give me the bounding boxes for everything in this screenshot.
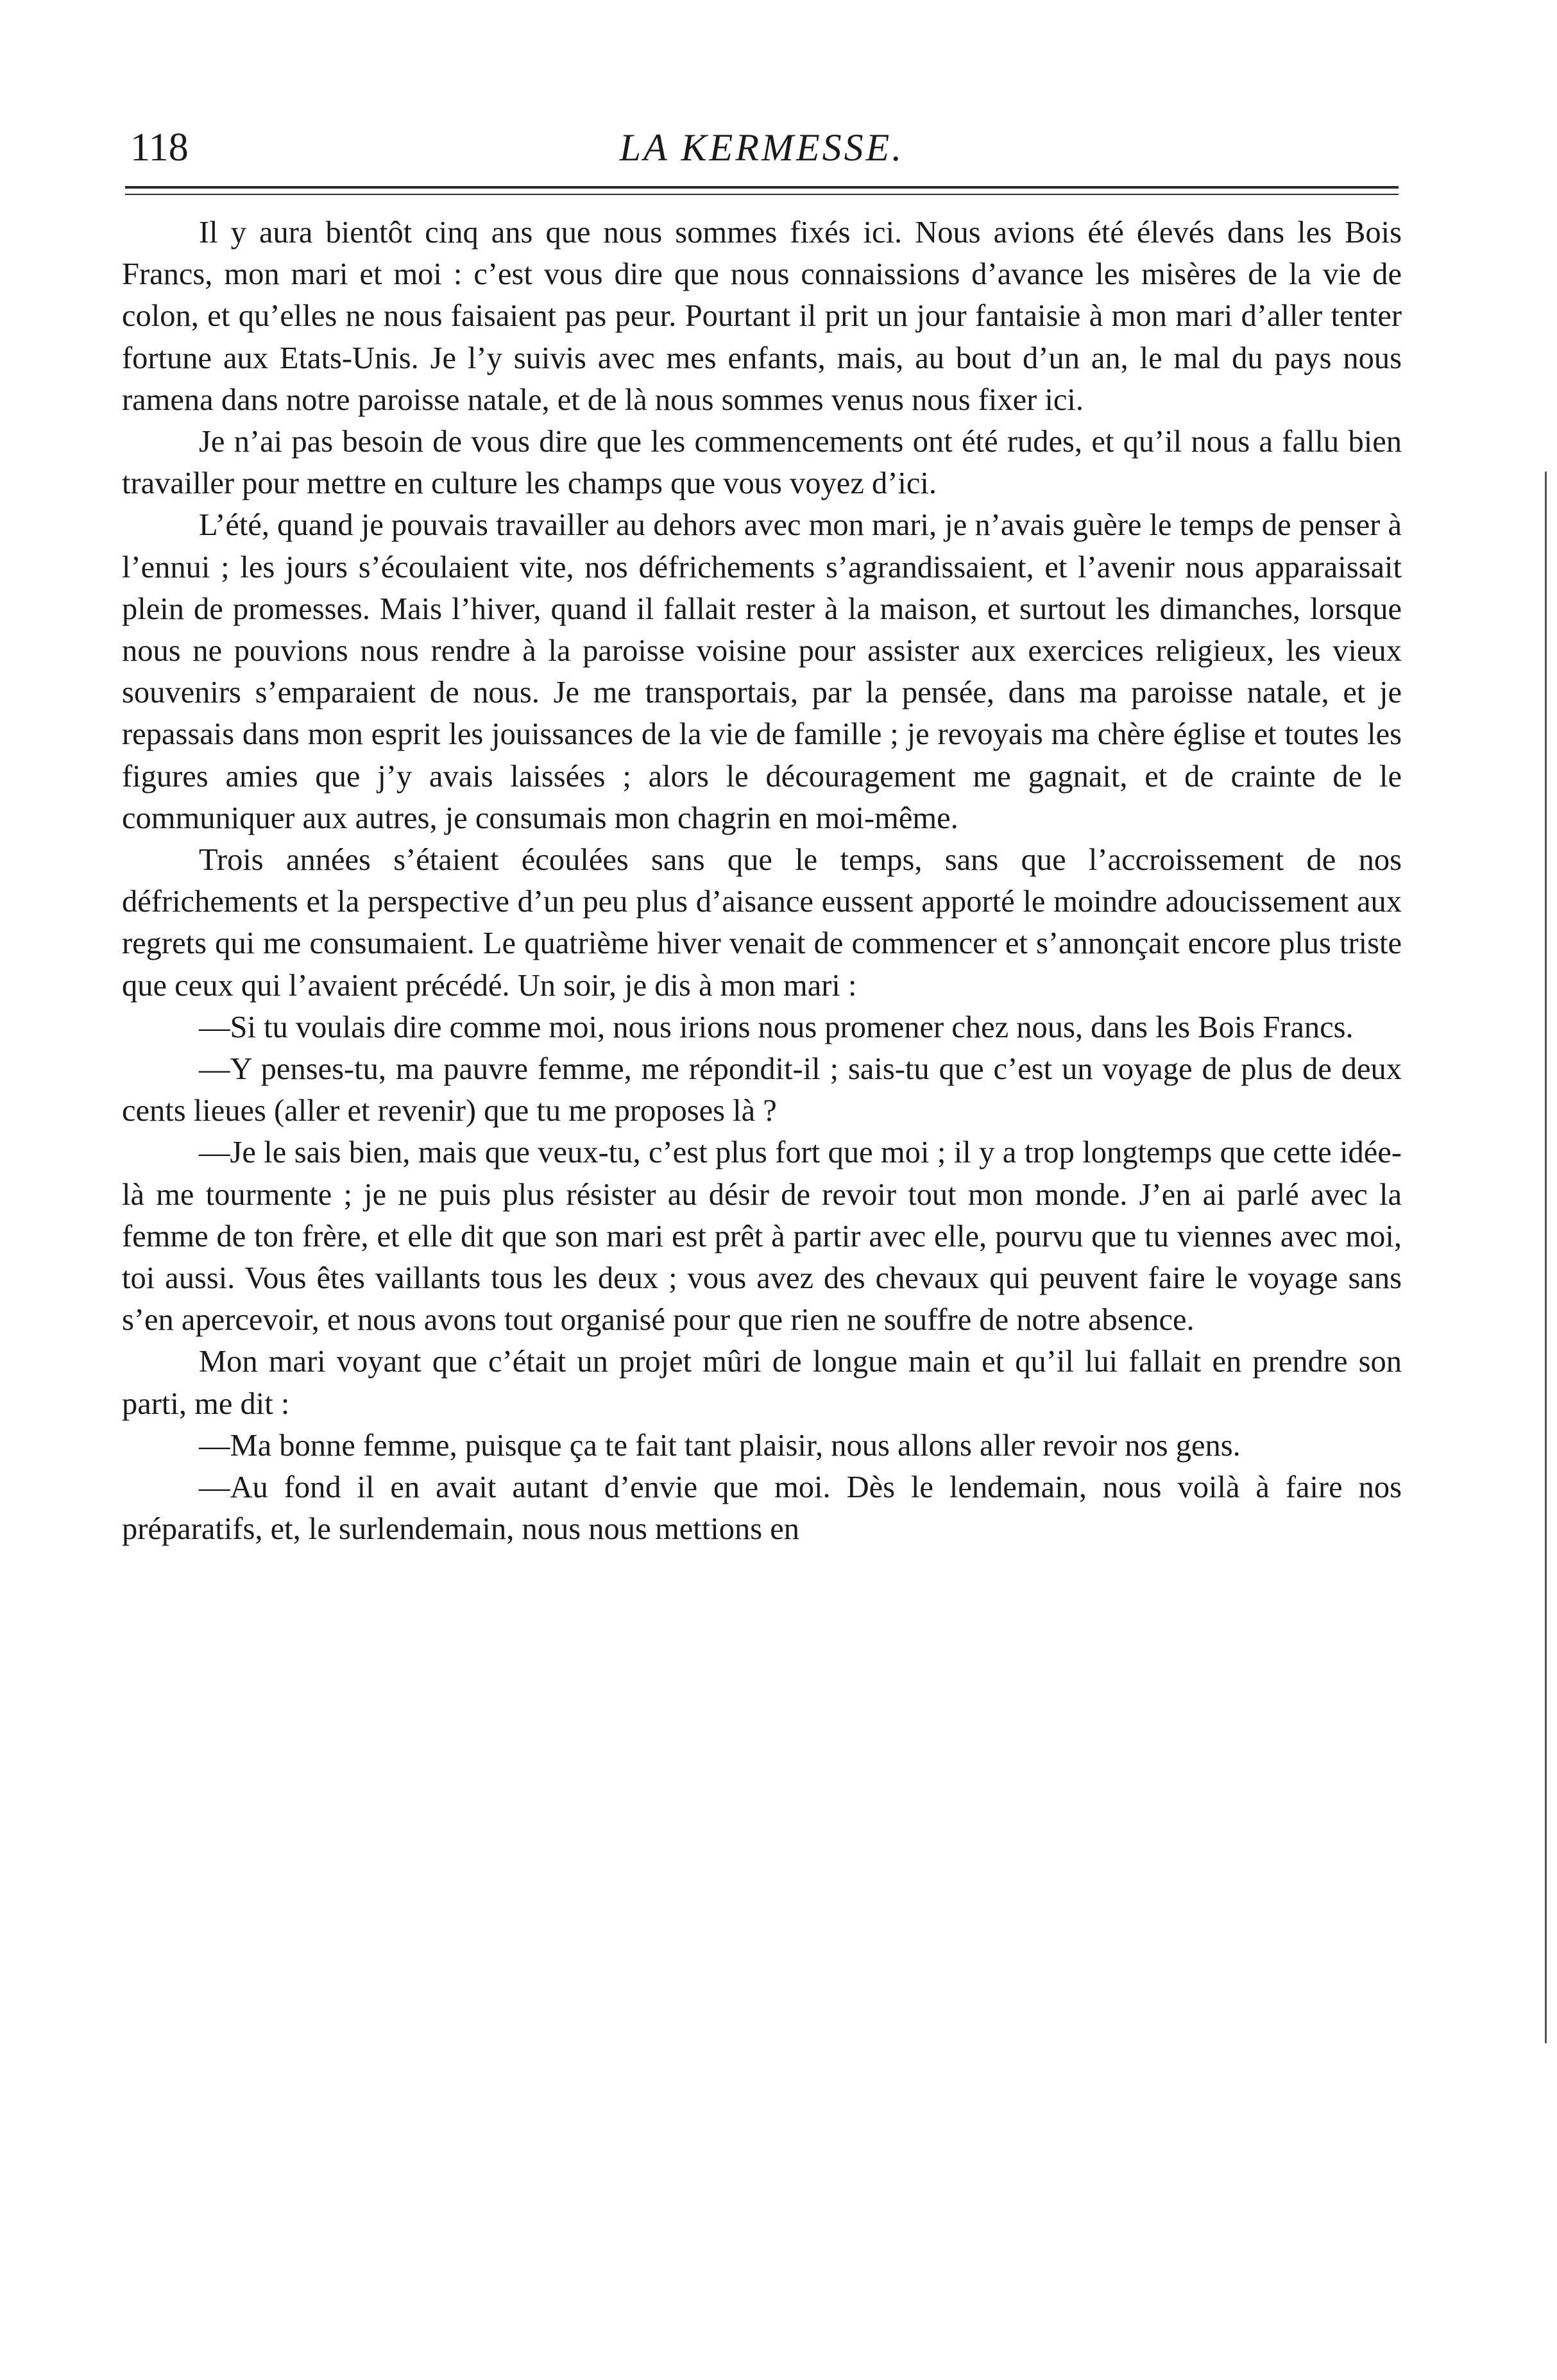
scan-edge-mark xyxy=(1545,472,1547,2043)
dialogue-line-3: —Je le sais bien, mais que veux-tu, c’est plus fort que moi ; il y a trop longtemps que cette idée-là me tourmente ; je ne puis plus résister au désir de revoir tout mon monde. J’en ai parlé avec la femme de ton frère, et elle dit que son mari est prêt à partir avec elle, pourvu que tu viennes avec moi, toi aussi. Vous êtes vaillants tous les deux ; vous avez des chevaux qui peuvent faire le voyage sans s’en apercevoir, et nous avons tout organisé pour que rien ne souffre de notre absence. xyxy=(122,1135,1402,1338)
running-title: LA KERMESSE. xyxy=(619,126,905,169)
dialogue-line-1: —Si tu voulais dire comme moi, nous irions nous promener chez nous, dans les Bois Francs. xyxy=(199,1010,1354,1044)
page-number: 118 xyxy=(130,126,189,169)
paragraph-4: Trois années s’étaient écoulées sans que le temps, sans que l’accroissement de nos défrichements et la perspective d’un peu plus d’aisance eussent apporté le moindre adoucissement aux regrets qui me consumaient. Le quatrième hiver venait de commencer et s’annonçait encore plus triste que ceux qui l’avaient précédé. Un soir, je dis à mon mari : xyxy=(122,843,1402,1003)
text-body xyxy=(122,212,1402,1551)
dialogue-line-2: —Y penses-tu, ma pauvre femme, me répondit-il ; sais-tu que c’est un voyage de plus de deux cents lieues (aller et revenir) que tu me proposes là ? xyxy=(122,1052,1402,1128)
dialogue-line-5: —Au fond il en avait autant d’envie que moi. Dès le lendemain, nous voilà à faire nos préparatifs, et, le surlendemain, nous nous mettions en xyxy=(122,1470,1402,1547)
dialogue-line-4: —Ma bonne femme, puisque ça te fait tant plaisir, nous allons aller revoir nos gens. xyxy=(199,1428,1241,1463)
paragraph-1: Il y aura bientôt cinq ans que nous sommes fixés ici. Nous avions été élevés dans les Bois Francs, mon mari et moi : c’est vous dire que nous connaissions d’avance les misères de la vie de colon, et qu’elles ne nous faisaient pas peur. Pourtant il prit un jour fantaisie à mon mari d’aller tenter fortune aux Etats-Unis. Je l’y suivis avec mes enfants, mais, au bout d’un an, le mal du pays nous ramena dans notre paroisse natale, et de là nous sommes venus nous fixer ici. xyxy=(122,216,1402,417)
header-rule xyxy=(125,186,1399,195)
paragraph-3: L’été, quand je pouvais travailler au dehors avec mon mari, je n’avais guère le temps de penser à l’ennui ; les jours s’écoulaient vite, nos défrichements s’agrandissaient, et l’avenir nous apparaissait plein de promesses. Mais l’hiver, quand il fallait rester à la maison, et surtout les dimanches, lorsque nous ne pouvions nous rendre à la paroisse voisine pour assister aux exercices religieux, les vieux souvenirs s’emparaient de nous. Je me transportais, par la pensée, dans ma paroisse natale, et je repassais dans mon esprit les jouissances de la vie de famille ; je revoyais ma chère église et toutes les figures amies que j’y avais laissées ; alors le découragement me gagnait, et de crainte de le communiquer aux autres, je consumais mon chagrin en moi-même. xyxy=(122,508,1402,835)
paragraph-2: Je n’ai pas besoin de vous dire que les commencements ont été rudes, et qu’il nous a fallu bien travailler pour mettre en culture les champs que vous voyez d’ici. xyxy=(122,425,1402,501)
page-header xyxy=(125,125,1399,183)
paragraph-5: Mon mari voyant que c’était un projet mûri de longue main et qu’il lui fallait en prendre son parti, me dit : xyxy=(122,1345,1402,1421)
